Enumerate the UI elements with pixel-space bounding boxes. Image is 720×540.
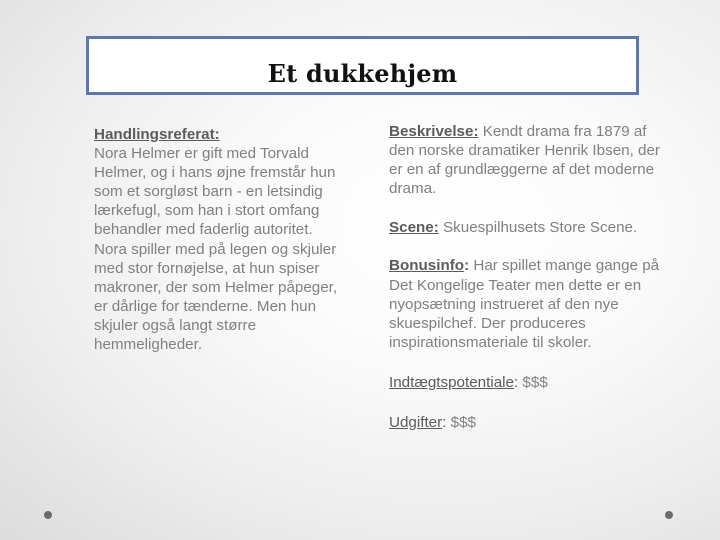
expenses-value: $$$: [446, 414, 476, 432]
scene-label: Scene:: [389, 219, 439, 237]
description-paragraph: [389, 122, 669, 198]
bonus-info-paragraph: [389, 256, 669, 351]
bonus-info-label: Bonusinfo: [389, 257, 465, 275]
scene-paragraph: [389, 218, 669, 237]
expenses-paragraph: [389, 413, 669, 432]
right-column: [389, 122, 669, 432]
revenue-potential-label: Indtægtspotentiale: [389, 373, 514, 391]
description-label: Beskrivelse:: [389, 123, 479, 140]
title-box: [86, 36, 639, 95]
bullet-dot-icon: [44, 511, 52, 519]
scene-text: Skuespilhusets Store Scene.: [438, 219, 638, 237]
bullet-dot-icon: [665, 511, 673, 519]
description-text: Kendt drama fra 1879 af den norske dramatiker Henrik Ibsen, der er en af grundlæggerne af det moderne drama.: [389, 123, 660, 198]
bonus-info-separator: :: [464, 257, 470, 275]
revenue-potential-value: $$$: [518, 373, 548, 391]
plot-summary-text: Nora Helmer er gift med Torvald Helmer, og i hans øjne fremstår hun som et sorgløst barn - en letsindig lærkefugl, som han i stort omfang behandler med faderlig autoritet. Nora spiller med på legen og skjuler med stor fornøjelse, at hun spiser makroner, der som Helmer påpeger, er dårlige for tænderne. Men hun skjuler også langt større hemmeligheder.: [94, 145, 338, 354]
plot-summary-paragraph: [94, 125, 344, 354]
revenue-potential-paragraph: [389, 373, 669, 392]
plot-summary-label: Handlingsreferat:: [94, 126, 220, 143]
revenue-potential-separator: :: [513, 373, 519, 391]
expenses-separator: :: [442, 414, 447, 432]
bonus-info-text: Har spillet mange gange på Det Kongelige Teater men dette er en nyopsætning instrueret af den nye skuespilchef. Der produceres inspirationsmateriale til skoler.: [389, 257, 660, 351]
slide-title: Et dukkehjem: [267, 59, 458, 88]
left-column: [94, 125, 344, 354]
expenses-label: Udgifter: [389, 414, 443, 432]
